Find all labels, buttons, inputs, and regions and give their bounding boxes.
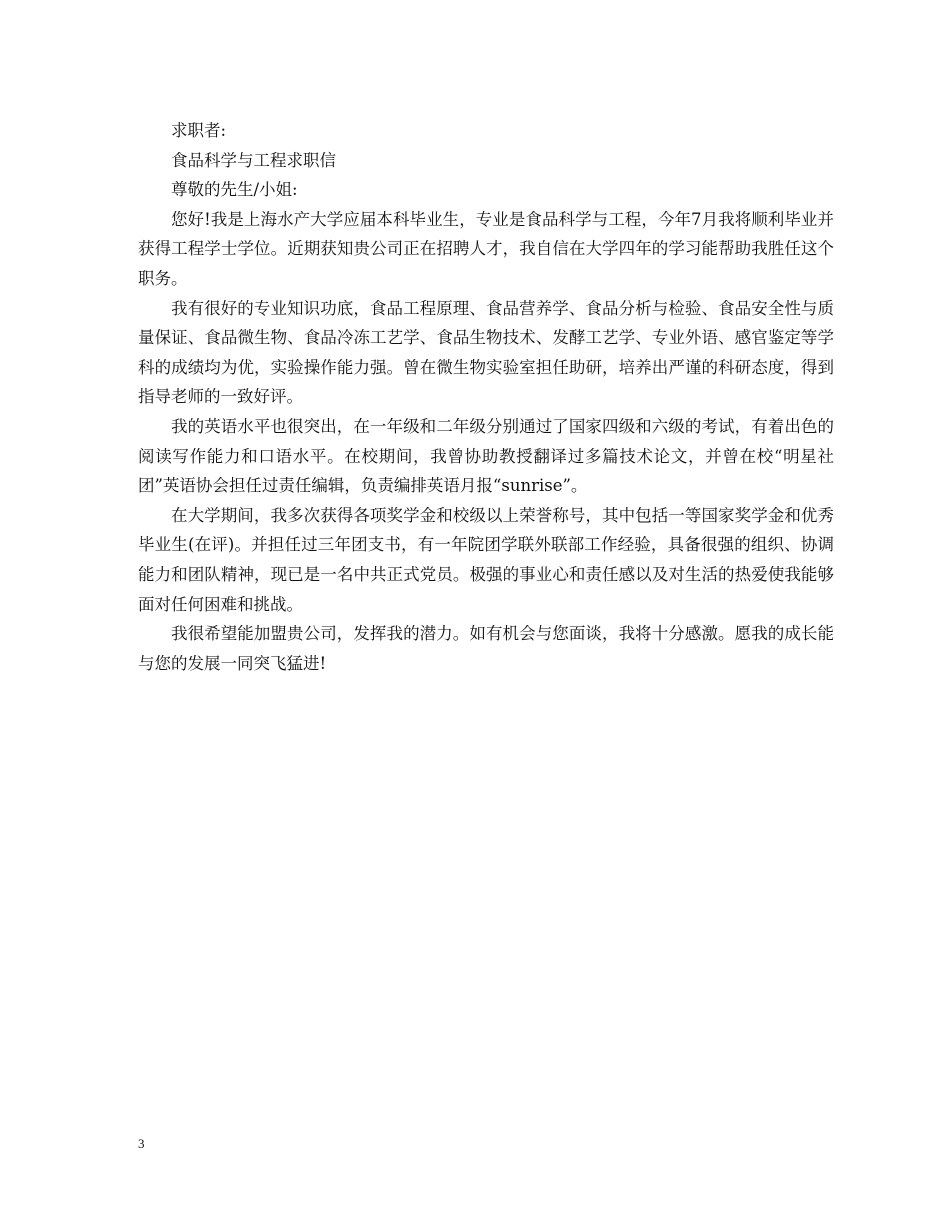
paragraph-english-skills: 我的英语水平也很突出，在一年级和二年级分别通过了国家四级和六级的考试，有着出色的阅读写作能力和口语水平。在校期间，我曾协助教授翻译过多篇技术论文，并曾在校“明星社团”英语协会担任过责任编辑，负责编排英语月报“sunrise”。 [138,416,834,496]
paragraph-achievements: 在大学期间，我多次获得各项奖学金和校级以上荣誉称号，其中包括一等国家奖学金和优秀毕业生(在评)。并担任过三年团支书，有一年院团学联外联部工作经验，具备很强的组织、协调能力和团队精神，现已是一名中共正式党员。极强的事业心和责任感以及对生活的热爱使我能够面对任何困难和挑战。 [138,505,834,614]
paragraph-closing: 我很希望能加盟贵公司，发挥我的潜力。如有机会与您面谈，我将十分感激。愿我的成长能与您的发展一同突飞猛进! [138,624,834,673]
applicant-line: 求职者: [171,121,227,140]
paragraph-professional-knowledge: 我有很好的专业知识功底，食品工程原理、食品营养学、食品分析与检验、食品安全性与质量保证、食品微生物、食品冷冻工艺学、食品生物技术、发酵工艺学、专业外语、感官鉴定等学科的成绩均为优，实验操作能力强。曾在微生物实验室担任助研，培养出严谨的科研态度，得到指导老师的一致好评。 [138,298,834,407]
paragraph-introduction: 您好!我是上海水产大学应届本科毕业生，专业是食品科学与工程，今年7月我将顺利毕业并获得工程学士学位。近期获知贵公司正在招聘人才，我自信在大学四年的学习能帮助我胜任这个职务。 [138,209,834,288]
salutation: 尊敬的先生/小姐: [171,180,298,200]
letter-body [138,116,834,678]
page-number: 3 [138,1136,145,1151]
letter-title: 食品科学与工程求职信 [171,150,336,170]
